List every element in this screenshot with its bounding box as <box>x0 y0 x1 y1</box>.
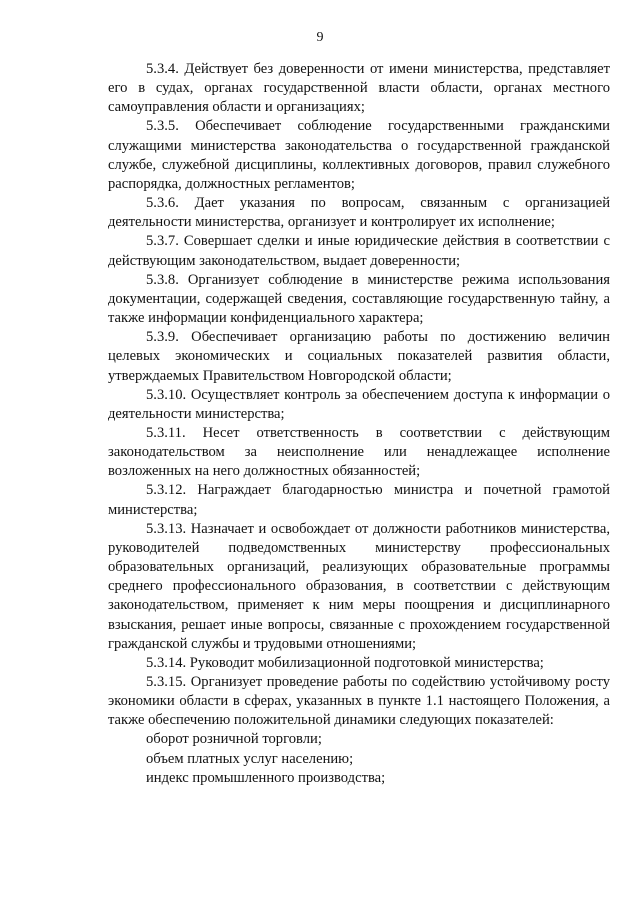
indicator-retail-turnover: оборот розничной торговли; <box>146 731 322 748</box>
paragraph-5-3-12: 5.3.12. Награждает благодарностью министра и почетной грамотой министерства; <box>108 482 610 518</box>
page-number: 9 <box>316 30 324 45</box>
indicator-industrial-production: индекс промышленного производства; <box>146 769 386 786</box>
indicator-paid-services: объем платных услуг населению; <box>146 750 354 767</box>
paragraph-5-3-8: 5.3.8. Организует соблюдение в министерстве режима использования документации, содержащей сведения, составляющие государственную тайну, а также информации конфиденциального характера; <box>108 271 610 327</box>
paragraph-5-3-4: 5.3.4. Действует без доверенности от имени министерства, представляет его в судах, органах государственной власти области, органах местного самоуправления области и организациях; <box>108 61 610 116</box>
paragraph-5-3-9: 5.3.9. Обеспечивает организацию работы по достижению величин целевых экономических и социальных показателей развития области, утверждаемых Правительством Новгородской области; <box>108 329 610 384</box>
paragraph-5-3-10: 5.3.10. Осуществляет контроль за обеспечением доступа к информации о деятельности министерства; <box>108 386 610 422</box>
document-body <box>108 60 610 788</box>
paragraph-5-3-13: 5.3.13. Назначает и освобождает от должности работников министерства, руководителей подведомственных министерству профессиональных образовательных организаций, реализующих образовательные программы среднего профессионального образования, в соответствии с действующим законодательством, применяет к ним меры поощрения и дисциплинарного взыскания, решает иные вопросы, связанные с прохождением государственной гражданской службы и трудовыми отношениями; <box>108 520 610 652</box>
paragraph-5-3-11: 5.3.11. Несет ответственность в соответствии с действующим законодательством за неисполнение или ненадлежащее исполнение возложенных на него должностных обязанностей; <box>108 424 610 480</box>
paragraph-5-3-5: 5.3.5. Обеспечивает соблюдение государственными гражданскими служащими министерства законодательства о государственной гражданской службе, служебной дисциплины, коллективных договоров, правил служебного распорядка, должностных регламентов; <box>108 118 610 192</box>
paragraph-5-3-7: 5.3.7. Совершает сделки и иные юридические действия в соответствии с действующим законодательством, выдает доверенности; <box>108 233 610 269</box>
paragraph-5-3-6: 5.3.6. Дает указания по вопросам, связанным с организацией деятельности министерства, организует и контролирует их исполнение; <box>108 195 610 231</box>
paragraph-5-3-15: 5.3.15. Организует проведение работы по содействию устойчивому росту экономики области в сферах, указанных в пункте 1.1 настоящего Положения, а также обеспечению положительной динамики следующих показателей: <box>108 674 610 729</box>
paragraph-5-3-14: 5.3.14. Руководит мобилизационной подготовкой министерства; <box>146 654 544 671</box>
